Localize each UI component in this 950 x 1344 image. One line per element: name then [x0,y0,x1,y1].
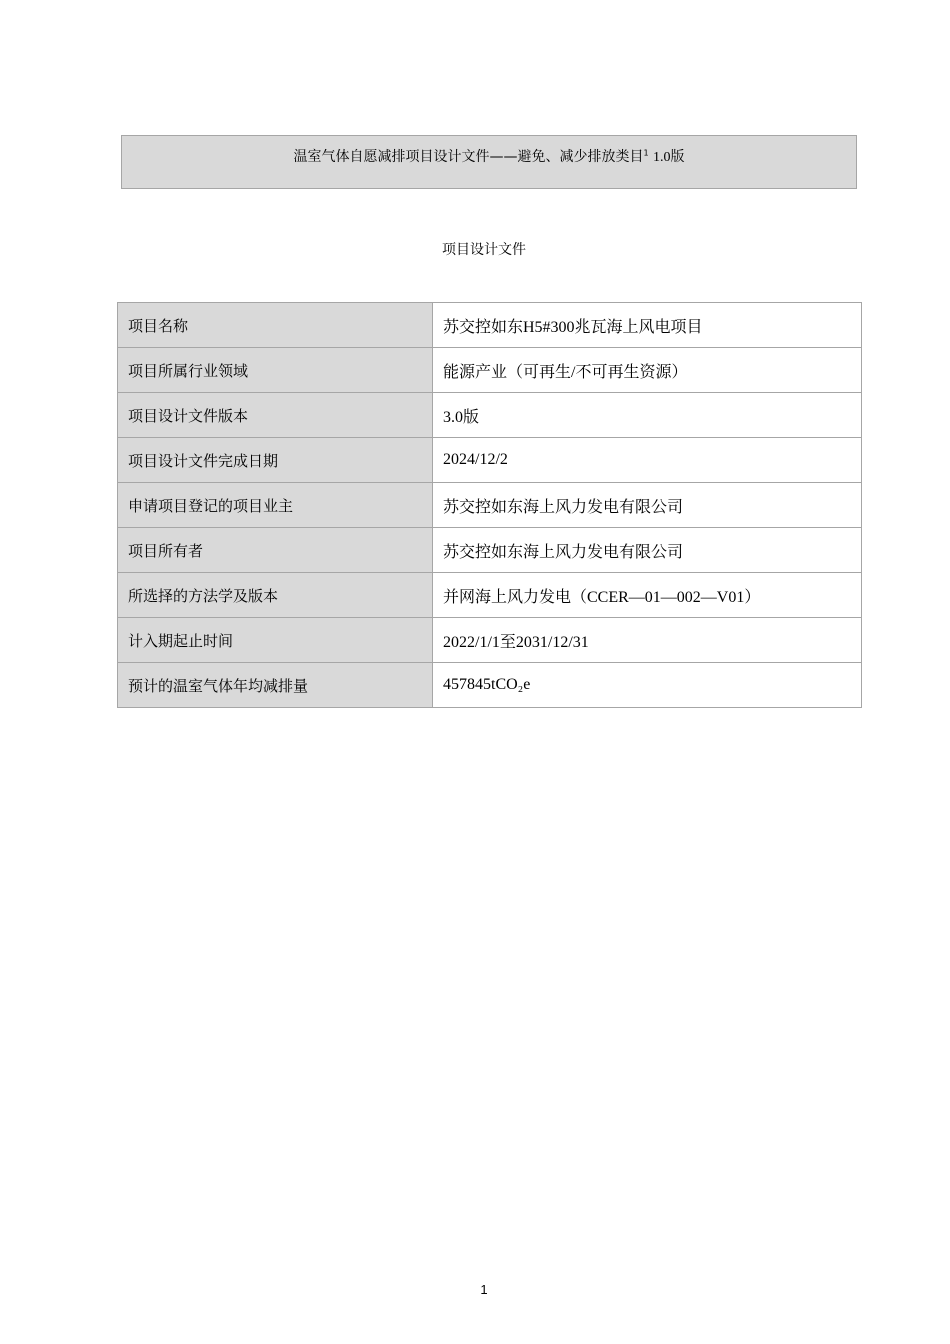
row-key: 申请项目登记的项目业主 [118,483,433,528]
row-value: 苏交控如东H5#300兆瓦海上风电项目 [433,303,862,348]
row-value: 3.0版 [433,393,862,438]
table-row [118,303,862,348]
row-value: 苏交控如东海上风力发电有限公司 [433,528,862,573]
header-title: 温室气体自愿减排项目设计文件——避免、减少排放类目 [293,149,644,165]
table-row [118,528,862,573]
document-title: 项目设计文件 [442,242,526,258]
table-row [118,348,862,393]
row-key: 项目所有者 [118,528,433,573]
row-value: 苏交控如东海上风力发电有限公司 [433,483,862,528]
row-value: 并网海上风力发电（CCER—01—002—V01） [433,573,862,618]
document-header-box [121,135,857,189]
project-info-table [117,302,862,708]
table-row [118,573,862,618]
row-key: 项目名称 [118,303,433,348]
table-row [118,438,862,483]
table-row [118,393,862,438]
document-header-text [293,146,684,166]
row-key: 项目设计文件版本 [118,393,433,438]
row-key: 预计的温室气体年均减排量 [118,663,433,708]
row-value: 2024/12/2 [433,438,862,483]
row-value: 能源产业（可再生/不可再生资源） [433,348,862,393]
table-row [118,618,862,663]
table-row [118,483,862,528]
row-value: 457845tCO₂e [433,663,862,708]
header-version: 1.0版 [653,150,685,165]
row-key: 项目设计文件完成日期 [118,438,433,483]
row-key: 所选择的方法学及版本 [118,573,433,618]
row-key: 项目所属行业领域 [118,348,433,393]
row-key: 计入期起止时间 [118,618,433,663]
row-value: 2022/1/1至2031/12/31 [433,618,862,663]
table-row [118,663,862,708]
header-footnote-mark: 1 [643,148,649,158]
page-number: 1 [480,1282,488,1297]
